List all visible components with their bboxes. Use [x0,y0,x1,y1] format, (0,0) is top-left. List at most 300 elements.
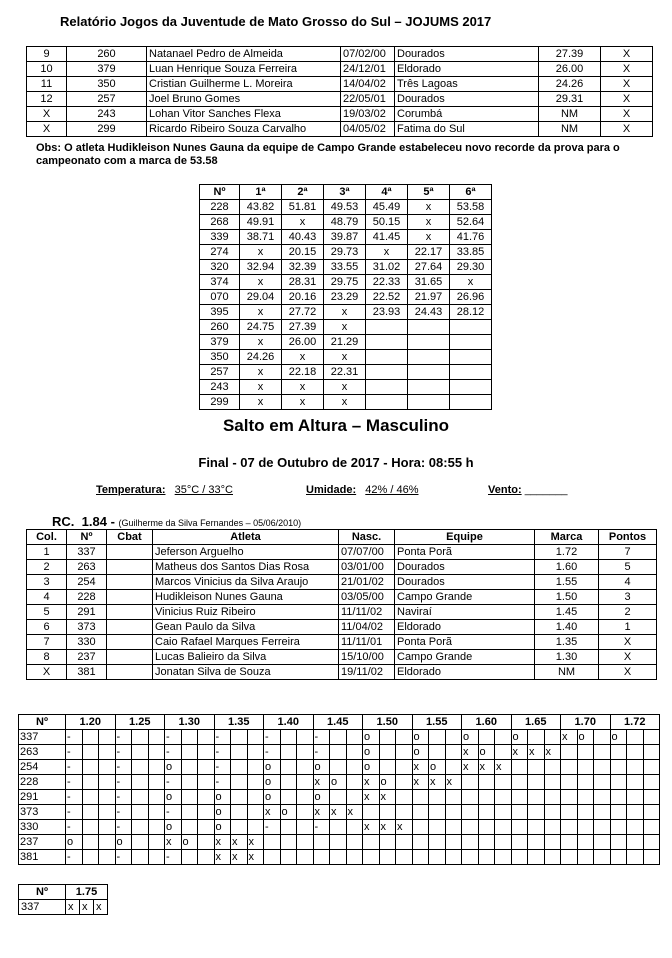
attempt-cell [132,790,149,805]
table-cell: 26.00 [539,62,601,77]
attempt-cell [247,730,264,745]
table-row [19,775,660,790]
attempt-cell [643,730,660,745]
attempt-cell [627,790,644,805]
attempt-cell [462,835,479,850]
attempt-cell: - [165,730,182,745]
table-cell [450,350,492,365]
height-header: 1.75 [66,885,108,900]
attempt-cell: o [412,730,429,745]
table-row [19,730,660,745]
attempt-cell [610,790,627,805]
table-row [200,290,492,305]
table-cell: 260 [200,320,240,335]
table-cell: 381 [67,665,107,680]
table-cell: 28.12 [450,305,492,320]
attempt-cell [82,790,99,805]
table-cell: 04/05/02 [341,122,395,137]
attempt-cell [379,730,396,745]
column-header: 5ª [408,185,450,200]
attempt-cell: x [544,745,561,760]
attempt-cell [544,850,561,865]
attempt-cell: - [66,745,83,760]
attempt-cell [478,835,495,850]
attempt-cell [627,730,644,745]
attempt-cell [82,805,99,820]
humidity-value: 42% / 46% [365,484,419,496]
attempt-cell: - [115,850,132,865]
table-cell: 23.93 [366,305,408,320]
table-cell: 22.33 [366,275,408,290]
attempt-cell: x [495,760,512,775]
attempt-cell [561,805,578,820]
table-row [27,560,657,575]
table-cell: 4 [599,575,657,590]
table-cell: 53.58 [450,200,492,215]
table-cell: 337 [67,545,107,560]
table-cell: 22.18 [282,365,324,380]
attempt-cell [412,790,429,805]
table-row [19,850,660,865]
table-cell: 21.29 [324,335,366,350]
attempt-cell [594,805,611,820]
attempt-cell: x [363,790,380,805]
table-row [27,665,657,680]
attempt-cell: - [66,730,83,745]
attempt-cell [82,760,99,775]
column-header: Nº [19,715,66,730]
attempt-cell [577,775,594,790]
attempt-cell [280,760,297,775]
attempt-cell [643,760,660,775]
table-cell [107,635,153,650]
table-cell: x [240,305,282,320]
attempt-cell: o [577,730,594,745]
attempt-cell: o [363,730,380,745]
attempt-cell [82,775,99,790]
attempt-cell [198,820,215,835]
table-cell: 22.17 [408,245,450,260]
table-cell: x [324,320,366,335]
table-cell [450,320,492,335]
table-cell: 03/01/00 [339,560,395,575]
previous-results-table [26,46,653,137]
table-cell: Natanael Pedro de Almeida [147,47,341,62]
attempt-cell [627,820,644,835]
height-header: 1.50 [363,715,413,730]
table-cell: 27.64 [408,260,450,275]
attempt-cell [528,790,545,805]
table-row [19,745,660,760]
record-separator: - [110,514,115,529]
height-header: 1.70 [561,715,611,730]
attempt-cell [561,850,578,865]
table-cell: x [240,335,282,350]
attempt-cell [330,790,347,805]
table-cell: Caio Rafael Marques Ferreira [153,635,339,650]
attempt-cell [231,745,248,760]
attempt-cell: x [412,760,429,775]
attempt-cell [231,790,248,805]
attempt-cell: - [313,820,330,835]
table-row [200,395,492,410]
attempt-cell [99,730,116,745]
table-cell: x [240,395,282,410]
attempt-cell: - [115,775,132,790]
table-row [27,77,653,92]
attempt-cell [181,730,198,745]
table-cell: 379 [200,335,240,350]
table-cell: 1.55 [535,575,599,590]
attempt-cell [247,745,264,760]
attempt-cell: x [511,745,528,760]
table-cell [107,545,153,560]
attempt-cell: o [280,805,297,820]
table-cell: Jonatan Silva de Souza [153,665,339,680]
humidity-label: Umidade: [306,484,357,496]
table-row [27,575,657,590]
attempt-cell: o [363,745,380,760]
attempt-cell: o [478,745,495,760]
column-header: 1ª [240,185,282,200]
attempt-cell [379,850,396,865]
attempt-cell [247,790,264,805]
attempt-cell [429,850,446,865]
table-cell: 243 [200,380,240,395]
table-cell: 350 [67,77,147,92]
attempt-cell [412,835,429,850]
attempt-cell [247,760,264,775]
table-cell: x [282,350,324,365]
table-row [200,230,492,245]
attempt-cell [396,760,413,775]
attempt-cell [577,850,594,865]
attempt-cell [643,850,660,865]
table-cell: 379 [67,62,147,77]
attempt-cell [462,775,479,790]
attempt-cell [627,775,644,790]
table-cell [408,320,450,335]
table-cell: 2 [599,605,657,620]
attempt-cell: o [214,805,231,820]
column-header: Cbat [107,530,153,545]
attempt-cell [561,745,578,760]
attempt-cell [627,835,644,850]
table-cell [107,665,153,680]
attempt-cell [577,805,594,820]
table-cell: 070 [200,290,240,305]
attempt-cell [280,730,297,745]
attempt-cell [544,835,561,850]
temperature-label: Temperatura: [96,484,166,496]
table-cell: 33.85 [450,245,492,260]
attempt-cell [495,775,512,790]
column-header: 3ª [324,185,366,200]
athlete-number: 263 [19,745,66,760]
table-cell: 339 [200,230,240,245]
table-cell: 14/04/02 [341,77,395,92]
table-cell: NM [535,665,599,680]
attempt-cell [132,730,149,745]
column-header: Nasc. [339,530,395,545]
attempt-cell: o [330,775,347,790]
column-header: Col. [27,530,67,545]
table-cell: Matheus dos Santos Dias Rosa [153,560,339,575]
table-cell: 51.81 [282,200,324,215]
attempt-cell: o [429,760,446,775]
attempt-cell [198,805,215,820]
table-cell: X [601,107,653,122]
table-row [200,305,492,320]
attempt-cell [280,790,297,805]
attempt-cell [412,850,429,865]
attempt-cell [280,745,297,760]
attempt-cell [462,790,479,805]
height-header: 1.60 [462,715,512,730]
table-cell: x [240,245,282,260]
attempt-cell: - [66,790,83,805]
attempt-cell [264,850,281,865]
height-header: 1.25 [115,715,165,730]
attempt-cell [610,745,627,760]
column-header: Nº [19,885,66,900]
table-row [19,805,660,820]
attempt-cell [148,790,165,805]
attempt-cell [610,805,627,820]
table-cell: 24.26 [240,350,282,365]
attempt-cell [231,805,248,820]
attempt-cell [511,820,528,835]
table-cell: 1.40 [535,620,599,635]
table-cell: 257 [200,365,240,380]
table-cell: 5 [599,560,657,575]
table-row [27,545,657,560]
attempt-cell [495,850,512,865]
table-row [200,215,492,230]
record-mark: 1.84 [81,514,107,529]
athlete-number: 373 [19,805,66,820]
table-cell: 2 [27,560,67,575]
attempt-cell: x [462,760,479,775]
attempt-cell [313,835,330,850]
attempt-cell [198,790,215,805]
attempt-cell [231,760,248,775]
attempt-cell: x [247,850,264,865]
attempt-cell [511,835,528,850]
table-cell: 07/07/00 [339,545,395,560]
wind-label: Vento: [488,484,522,496]
attempt-cell [148,760,165,775]
attempt-cell: x [165,835,182,850]
table-cell: 6 [27,620,67,635]
attempt-cell [297,745,314,760]
attempt-cell [511,760,528,775]
attempt-cell: o [264,775,281,790]
attempt-cell: - [264,820,281,835]
attempt-cell [181,805,198,820]
table-cell: 45.49 [366,200,408,215]
attempt-cell [99,790,116,805]
attempt-cell [280,835,297,850]
attempt-cell [462,850,479,865]
attempt-cell [346,730,363,745]
attempt-cell: o [313,790,330,805]
column-header: Nº [200,185,240,200]
table-cell: 26.96 [450,290,492,305]
table-cell [107,560,153,575]
attempt-cell [478,850,495,865]
attempt-cell [643,835,660,850]
table-cell: 263 [67,560,107,575]
temperature [96,484,233,496]
athlete-number: 381 [19,850,66,865]
attempt-cell [231,775,248,790]
attempt-cell [82,730,99,745]
attempt-cell [610,820,627,835]
attempt-cell [445,835,462,850]
table-row [19,835,660,850]
table-cell: 22.31 [324,365,366,380]
table-cell: Campo Grande [395,590,535,605]
table-cell: 27.39 [539,47,601,62]
attempt-cell: x [363,820,380,835]
attempt-cell [346,745,363,760]
table-cell: X [601,122,653,137]
table-cell: 8 [27,650,67,665]
attempt-cell [445,790,462,805]
attempt-cell: - [66,775,83,790]
table-cell: x [324,305,366,320]
attempt-cell [82,745,99,760]
table-cell [366,335,408,350]
table-cell: 07/02/00 [341,47,395,62]
attempt-cell [198,730,215,745]
attempt-cell: o [165,820,182,835]
table-row [19,820,660,835]
attempt-cell [363,835,380,850]
record-label: RC. [52,514,75,529]
table-cell [366,380,408,395]
attempt-cell [313,850,330,865]
attempt-cell [577,760,594,775]
table-cell: 11/11/01 [339,635,395,650]
table-cell: 228 [67,590,107,605]
attempt-cell [99,835,116,850]
table-cell: 49.53 [324,200,366,215]
attempt-cell [594,775,611,790]
column-header: 4ª [366,185,408,200]
table-row [19,900,108,915]
attempt-cell: - [66,760,83,775]
table-cell: 15/10/00 [339,650,395,665]
table-cell: 3 [599,590,657,605]
table-row [200,320,492,335]
attempt-cell: - [264,730,281,745]
attempt-cell [478,790,495,805]
attempt-cell [627,760,644,775]
attempt-cell [495,790,512,805]
attempt-cell [511,775,528,790]
column-header: Nº [67,530,107,545]
attempt-cell [379,835,396,850]
heights-attempts-table [18,714,660,865]
attempt-cell [610,760,627,775]
table-cell: X [601,47,653,62]
attempt-cell [247,805,264,820]
attempt-cell: - [115,760,132,775]
table-cell: 41.45 [366,230,408,245]
attempt-cell [82,835,99,850]
attempt-cell: o [462,730,479,745]
table-cell: 28.31 [282,275,324,290]
table-cell: 228 [200,200,240,215]
attempt-cell [478,775,495,790]
attempt-cell: x [379,790,396,805]
attempt-cell [511,805,528,820]
table-cell: x [450,275,492,290]
attempt-cell: o [610,730,627,745]
attempt-cell [561,835,578,850]
attempt-cell: o [181,835,198,850]
table-cell [107,575,153,590]
attempt-cell: o [264,790,281,805]
attempt-cell [396,745,413,760]
record-line [52,514,301,529]
attempt-cell: - [214,760,231,775]
attempt-cell [577,835,594,850]
table-row [27,107,653,122]
table-cell: 48.79 [324,215,366,230]
table-cell: 43.82 [240,200,282,215]
attempt-cell: - [66,850,83,865]
table-cell: 257 [67,92,147,107]
attempt-cell [495,820,512,835]
attempt-cell: x [346,805,363,820]
attempt-cell [396,835,413,850]
attempt-cell: - [165,745,182,760]
table-cell: x [240,380,282,395]
table-cell: Ponta Porã [395,635,535,650]
table-cell: 21.97 [408,290,450,305]
table-cell: 27.72 [282,305,324,320]
table-cell: 27.39 [282,320,324,335]
table-cell: Vinicius Ruiz Ribeiro [153,605,339,620]
attempt-cell: x [412,775,429,790]
attempt-cell [610,850,627,865]
attempt-cell [132,850,149,865]
attempt-cell [396,850,413,865]
table-cell: 1 [599,620,657,635]
table-cell: 1.45 [535,605,599,620]
table-cell: X [601,77,653,92]
attempt-cell: x [231,850,248,865]
attempt-cell [280,820,297,835]
attempt-cell [445,850,462,865]
table-cell: x [240,275,282,290]
attempt-cell: x [80,900,94,915]
table-cell: x [408,200,450,215]
attempt-cell [429,835,446,850]
attempt-cell: o [264,760,281,775]
attempt-cell [528,850,545,865]
table-cell: 1.72 [535,545,599,560]
attempt-cell [396,805,413,820]
table-cell: NM [539,107,601,122]
attempt-cell [429,790,446,805]
attempt-cell [198,745,215,760]
table-cell: Dourados [395,92,539,107]
attempt-cell [99,775,116,790]
